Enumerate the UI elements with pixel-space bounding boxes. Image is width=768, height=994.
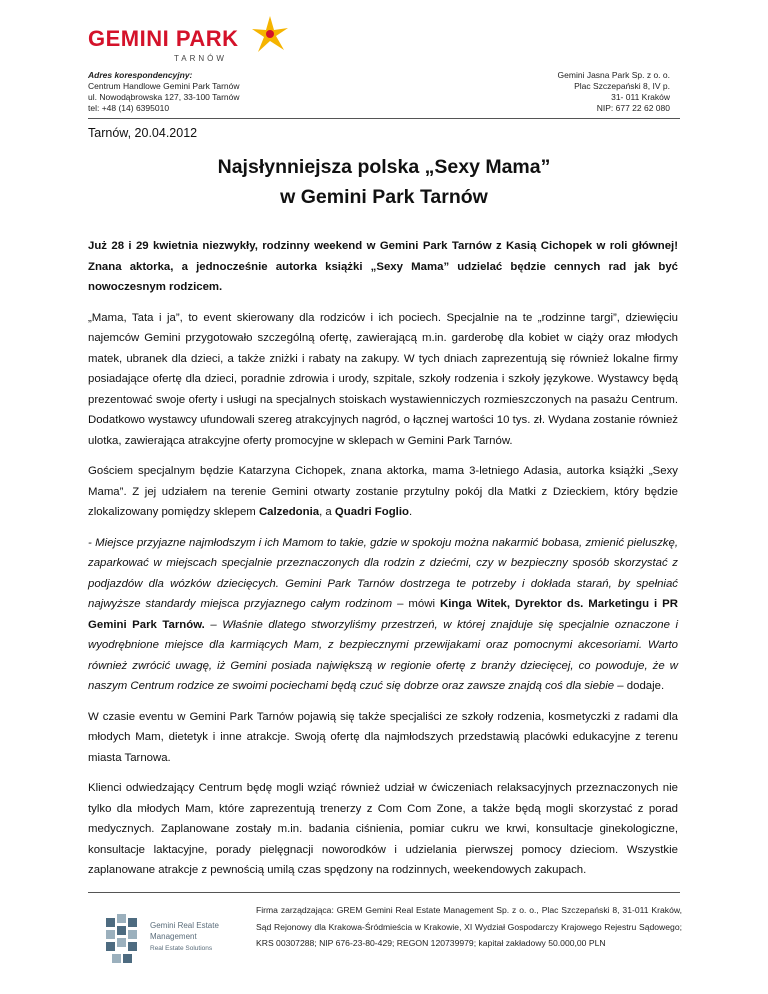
- correspondence-address: [88, 70, 240, 114]
- grem-cube-icon: [102, 910, 146, 970]
- company-address: [558, 70, 670, 114]
- quote-part-2: – Właśnie dlatego stworzyliśmy przestrzeń, w której znajduje się specjalnie oznaczone i wyodrębnione miejsce dla karmiących Mam, z bezpiecznymi przewijakami oraz pomocnymi akcesoriami. Warto również zwrócić uwagę, iż Gemini posiada największą w regionie ofertę z branży dziecięcej, co powoduje, że w naszym Centrum rodzice ze swoimi pociechami będą czuć się dobrze oraz zawsze znajdą coś dla siebie –: [88, 618, 678, 692]
- title-line-2: w Gemini Park Tarnów: [280, 186, 488, 208]
- logo-subtitle: TARNÓW: [174, 54, 227, 63]
- company-line: NIP: 677 22 62 080: [596, 103, 670, 113]
- company-line: Plac Szczepański 8, IV p.: [574, 81, 670, 91]
- paragraph-2: [88, 461, 678, 523]
- paragraph-4: W czasie eventu w Gemini Park Tarnów pojawią się także specjaliści ze szkoły rodzenia, kosmetyczki z radami dla młodych Mam, dietetyk i inne atrakcje. Swoją ofertę dla najmłodszych przedstawią placówki edukacyjne z terenu miasta Tarnowa.: [88, 710, 678, 764]
- paragraph-2-text: Gościem specjalnym będzie Katarzyna Cichopek, znana aktorka, mama 3-letniego Adasia, autorka książki „Sexy Mama”. Z jej udziałem na terenie Gemini otwarty zostanie przytulny pokój dla Matki z Dzieckiem, który będzie zlokalizowany pomiędzy sklepem: [88, 465, 678, 518]
- company-line: Gemini Jasna Park Sp. z o. o.: [557, 70, 670, 80]
- grem-logo: [102, 910, 222, 980]
- article-body: [88, 236, 678, 891]
- address-line: tel: +48 (14) 6395010: [88, 103, 170, 113]
- paragraph-3-quote: [88, 533, 678, 697]
- company-line: 31- 011 Kraków: [611, 92, 670, 102]
- document-date: Tarnów, 20.04.2012: [88, 126, 198, 140]
- text-fragment: , a: [319, 506, 335, 518]
- gemini-park-logo: [88, 14, 288, 66]
- title-line-1: Najsłynniejsza polska „Sexy Mama”: [217, 156, 551, 178]
- store-name: Calzedonia: [258, 506, 320, 518]
- logo-text: GEMINI PARK: [88, 26, 239, 51]
- paragraph-1: „Mama, Tata i ja”, to event skierowany dla rodziców i ich pociech. Specjalnie na te „rodzinne targi”, dziewięciu najemców Gemini przygotowało szczególną ofertę, zawierającą m.in. garderobę dla kobiet w ciąży oraz młodych matek, ubranek dla dzieci, a także zniżki i rabaty na zakupy. W tych dniach zaprezentują się również lokalne firmy posiadające ofertę dla dzieci, poradnie zdrowia i urody, szpitale, szkoły rodzenia i szkoły językowe. Wystawcy będą prezentować swoje oferty i usługi na specjalnych stoiskach wystawienniczych rozmieszczonych na pasażu Centrum. Dodatkowo wystawcy ufundowali szereg atrakcyjnych nagród, o łącznej wartości 10 tys. zł. Wydana zostanie również ulotka, zawierająca atrakcyjne oferty promocyjne w sklepach w Gemini Park Tarnów.: [88, 311, 678, 447]
- footer-legal-text: Firma zarządzająca: GREM Gemini Real Estate Management Sp. z o. o., Plac Szczepański 8, 31-011 Kraków, Sąd Rejonowy dla Krakowa-Śródmieścia w Krakowie, XI Wydział Gospodarczy Krajowego Rejestru Sądowego; KRS 00307288; NIP 676-23-80-429; REGON 120739979; kapitał zakładowy 50.000,00 PLN: [256, 905, 682, 948]
- grem-logo-line: Management: [150, 932, 197, 941]
- star-icon: [250, 14, 290, 56]
- grem-logo-name: [150, 920, 219, 942]
- address-line: Centrum Handlowe Gemini Park Tarnów: [88, 81, 240, 91]
- footer-divider: [88, 892, 680, 893]
- text-fragment: .: [408, 506, 413, 518]
- grem-logo-tagline: Real Estate Solutions: [150, 945, 213, 952]
- address-line: ul. Nowodąbrowska 127, 33-100 Tarnów: [88, 92, 240, 102]
- text-fragment: dodaje.: [623, 680, 665, 692]
- text-fragment: – mówi: [392, 598, 440, 610]
- store-name: Quadri Foglio: [334, 506, 409, 518]
- speaker-name: Kinga Witek, Dyrektor ds. Marketingu i PR Gemini Park Tarnów.: [88, 598, 679, 631]
- paragraph-5: Klienci odwiedzający Centrum będę mogli wziąć również udział w ćwiczeniach relaksacyjnych przeznaczonych nie tylko dla młodych Mam, które zaprezentują trenerzy z Com Com Zone, a także będą mogli skorzystać z porad medycznych. Zaplanowane zostały m.in. badania ciśnienia, pomiar cukru we krwi, konsultacje ginekologiczne, konsultacje laktacyjne, porady pielęgnacji noworodków i udzielania pierwszej pomocy dzieciom. Wszystkie zaplanowane atrakcje z pewnością umilą czas spędzony na rodzinnych, weekendowych zakupach.: [88, 782, 678, 876]
- quote-part-1: - Miejsce przyjazne najmłodszym i ich Mamom to takie, gdzie w spokoju można nakarmić bobasa, zmienić pieluszkę, zaparkować w miejscach specjalnie przeznaczonych dla rodzin z dziećmi, czy w bezpieczny sposób skorzystać z podjazdów dla wózków dziecięcych. Gemini Park Tarnów dostrzega te potrzeby i dokłada starań, by spełniać najwyższe standardy miejsca przyjaznego całym rodzinom: [88, 536, 678, 610]
- page-title: [88, 152, 680, 212]
- grem-logo-line: Gemini Real Estate: [150, 921, 219, 930]
- header-divider: [88, 118, 680, 119]
- lead-paragraph: Już 28 i 29 kwietnia niezwykły, rodzinny weekend w Gemini Park Tarnów z Kasią Cichopek w roli głównej! Znana aktorka, a jednocześnie autorka książki „Sexy Mama” udzielać będzie cennych rad jak być nowoczesnym rodzicem.: [88, 240, 678, 293]
- address-label: Adres korespondencyjny:: [88, 70, 193, 80]
